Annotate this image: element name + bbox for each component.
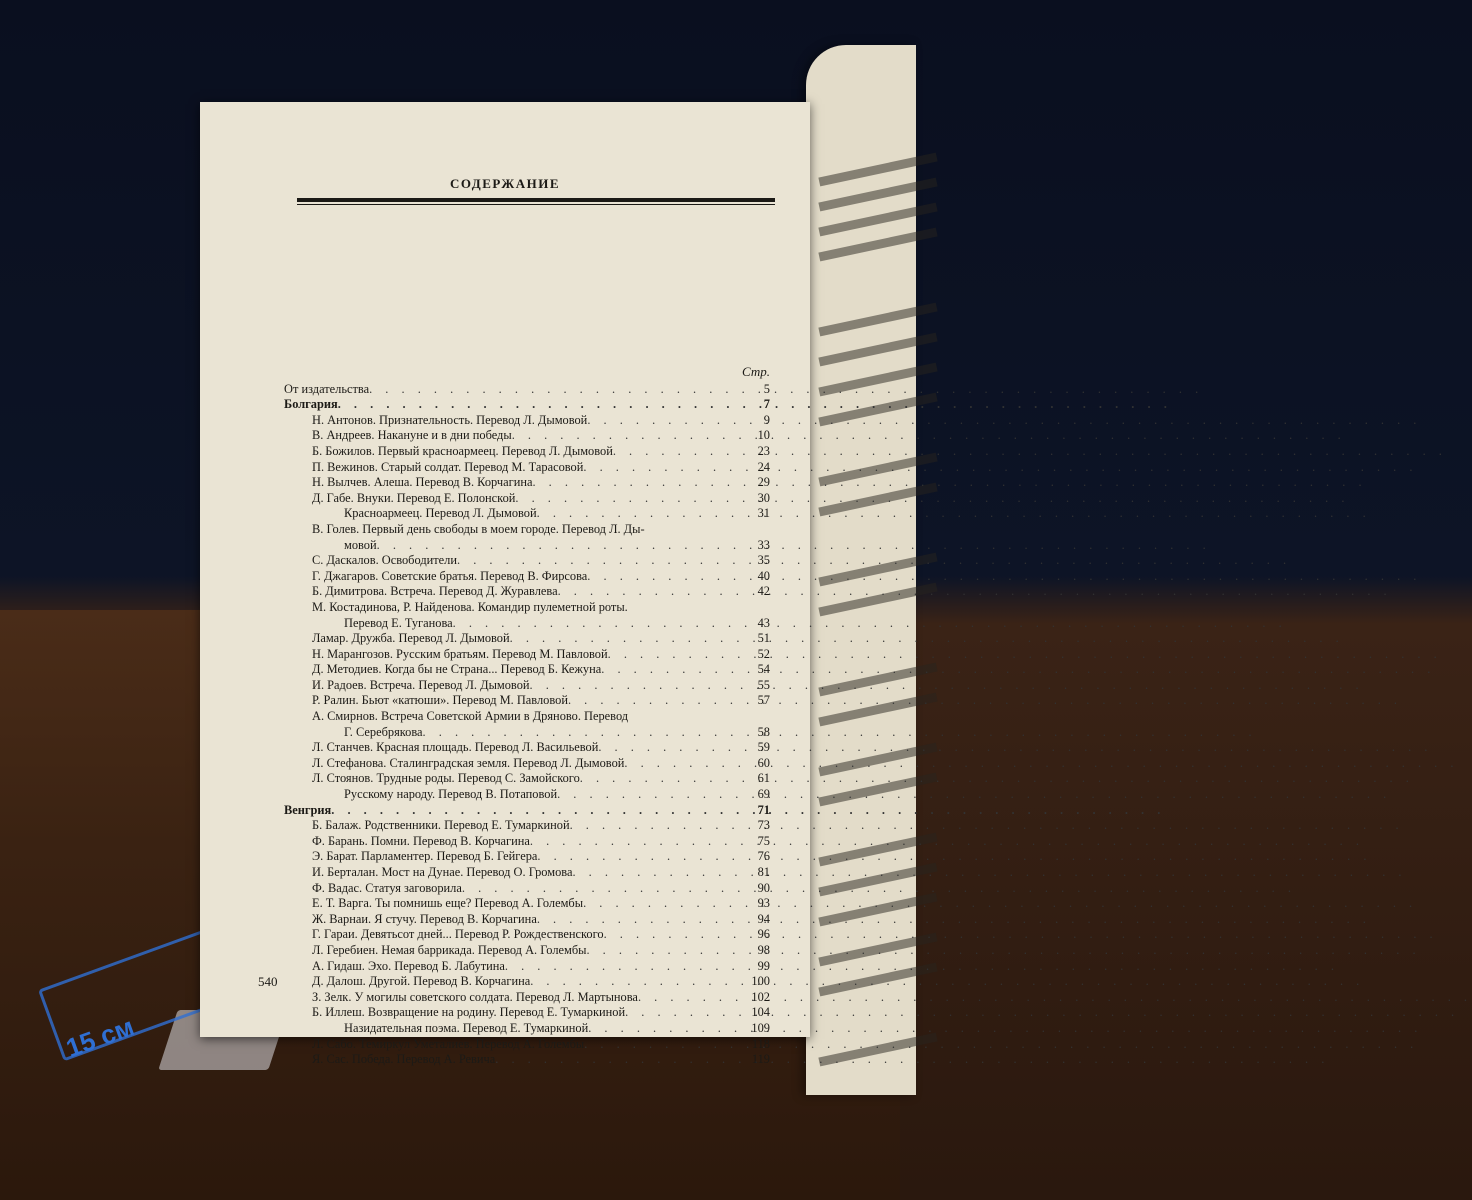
toc-page-number: 52 <box>757 646 770 661</box>
toc-entry <box>284 631 770 647</box>
toc-page-number: 60 <box>757 755 770 770</box>
toc-dot-leader <box>537 849 740 865</box>
toc-dot-leader <box>423 725 740 741</box>
toc-page-number: 96 <box>757 927 770 942</box>
toc-rows <box>284 382 770 1068</box>
toc-entry-title: Г. Джагаров. Советские братья. Перевод В. Фирсова <box>312 568 588 583</box>
toc-page-number: 40 <box>757 568 770 583</box>
toc-dot-leader <box>624 756 740 772</box>
toc-entry-title: Ф. Барань. Помни. Перевод В. Корчагина <box>312 833 530 848</box>
toc-dot-leader <box>558 584 740 600</box>
toc-page-number: 58 <box>757 724 770 739</box>
toc-entry <box>284 584 770 600</box>
toc-dot-leader <box>515 491 740 507</box>
toc-page-number: 109 <box>751 1020 770 1035</box>
toc-dot-leader <box>530 834 740 850</box>
toc-entry-title: Б. Божилов. Первый красноармеец. Перевод Л. Дымовой <box>312 443 613 458</box>
toc-entry-title: П. Вежинов. Старый солдат. Перевод М. Тарасовой <box>312 459 584 474</box>
toc-dot-leader <box>583 460 740 476</box>
toc-page-number: 75 <box>757 833 770 848</box>
toc-page-number: 99 <box>757 958 770 973</box>
toc-dot-leader <box>587 569 740 585</box>
toc-entry-title: С. Даскалов. Освободители <box>312 553 457 568</box>
toc-entry <box>284 818 770 834</box>
toc-page-number: 69 <box>757 787 770 802</box>
toc-entry <box>284 756 770 772</box>
toc-page-number: 9 <box>763 412 770 427</box>
toc-page-number: 81 <box>757 865 770 879</box>
header-rule-thin <box>297 204 775 205</box>
toc-entry-title: Я. Сас. Победа. Перевод А. Ревича <box>312 1052 496 1067</box>
toc-dot-leader <box>625 1005 740 1021</box>
toc-page-number: 100 <box>751 974 770 989</box>
toc-dot-leader <box>588 1021 740 1037</box>
toc-entry <box>284 740 770 756</box>
toc-entry-title: Н. Вылчев. Алеша. Перевод В. Корчагина <box>312 475 533 490</box>
toc-dot-leader <box>584 1037 740 1053</box>
toc-entry <box>284 912 770 928</box>
toc-entry <box>284 725 770 741</box>
toc-entry <box>284 974 770 990</box>
toc-entry-title: И. Радоев. Встреча. Перевод Л. Дымовой <box>312 677 530 692</box>
table-of-contents <box>284 364 770 1068</box>
toc-entry-title: Н. Антонов. Признательность. Перевод Л. Дымовой <box>312 412 588 427</box>
toc-entry <box>284 600 770 616</box>
toc-entry-title: Назидательная поэма. Перевод Е. Тумаркиной <box>344 1020 589 1035</box>
toc-page-number: 71 <box>757 802 770 817</box>
toc-page-number: 7 <box>763 397 770 412</box>
toc-entry <box>284 990 770 1006</box>
toc-entry <box>284 1052 770 1068</box>
toc-page-number: 76 <box>757 849 770 864</box>
page-number: 540 <box>258 974 278 989</box>
toc-entry <box>284 771 770 787</box>
toc-dot-leader <box>530 974 740 990</box>
toc-page-number: 59 <box>757 740 770 755</box>
toc-entry <box>284 678 770 694</box>
toc-page-number: 24 <box>757 459 770 474</box>
toc-entry-title: Э. Барат. Парламентер. Перевод Б. Гейгера <box>312 849 538 864</box>
toc-dot-leader <box>583 896 740 912</box>
toc-entry-title: В. Голев. Первый день свободы в моем городе. Перевод Л. Ды- <box>312 521 645 536</box>
toc-dot-leader <box>453 616 740 632</box>
toc-entry <box>284 834 770 850</box>
toc-dot-leader <box>608 647 740 663</box>
toc-entry-title: От издательства <box>284 381 370 396</box>
toc-dot-leader <box>512 428 740 444</box>
toc-page-number: 73 <box>757 818 770 833</box>
toc-dot-leader <box>462 881 740 897</box>
toc-entry-title: Л. Станчев. Красная площадь. Перевод Л. Васильевой <box>312 740 599 755</box>
toc-entry-title: Перевод Е. Туганова <box>344 615 453 630</box>
toc-entry-title: З. Зелк. У могилы советского солдата. Перевод Л. Мартынова <box>312 989 638 1004</box>
toc-dot-leader <box>613 444 740 460</box>
toc-entry <box>284 382 770 398</box>
toc-dot-leader <box>331 803 740 819</box>
page-title: СОДЕРЖАНИЕ <box>449 176 561 191</box>
toc-page-number: 29 <box>757 475 770 490</box>
toc-dot-leader <box>586 943 740 959</box>
toc-page-number: 94 <box>757 911 770 926</box>
toc-entry <box>284 522 770 538</box>
toc-dot-leader <box>532 475 740 491</box>
toc-entry-title: Л. Геребиен. Немая баррикада. Перевод А. Голембы <box>312 942 587 957</box>
toc-entry-title: Л. Стоянов. Трудные роды. Перевод С. Замойского <box>312 771 580 786</box>
toc-dot-leader <box>338 397 740 413</box>
toc-entry-title: Н. Марангозов. Русским братьям. Перевод М. Павловой <box>312 646 608 661</box>
toc-entry <box>284 475 770 491</box>
toc-entry-title: мовой <box>344 537 377 552</box>
toc-page-number: 118 <box>751 1036 770 1051</box>
toc-entry <box>284 569 770 585</box>
toc-dot-leader <box>638 990 740 1006</box>
toc-dot-leader <box>537 506 740 522</box>
toc-entry <box>284 865 770 881</box>
toc-entry-title: Д. Габе. Внуки. Перевод Е. Полонской <box>312 490 516 505</box>
toc-entry-title: А. Гидаш. Эхо. Перевод Б. Лабутина <box>312 958 505 973</box>
toc-page-number: 119 <box>751 1052 770 1067</box>
toc-dot-leader <box>530 678 740 694</box>
toc-entry <box>284 616 770 632</box>
toc-page-number: 43 <box>757 615 770 630</box>
toc-page-number: 61 <box>757 771 770 786</box>
toc-entry-title: Д. Далош. Другой. Перевод В. Корчагина <box>312 974 531 989</box>
toc-entry <box>284 413 770 429</box>
toc-entry-title: Л. Стефанова. Сталинградская земля. Перевод Л. Дымовой <box>312 755 625 770</box>
toc-entry-title: Е. Т. Варга. Ты помнишь еще? Перевод А. Голембы <box>312 896 584 911</box>
toc-entry-title: В. Андреев. Накануне и в дни победы <box>312 428 512 443</box>
toc-dot-leader <box>587 413 740 429</box>
toc-entry-title: Б. Балаж. Родственники. Перевод Е. Тумаркиной <box>312 818 570 833</box>
toc-dot-leader <box>601 662 740 678</box>
toc-page-number: 31 <box>757 506 770 521</box>
toc-entry <box>284 553 770 569</box>
toc-page-number: 42 <box>757 584 770 599</box>
toc-dot-leader <box>505 959 740 975</box>
toc-dot-leader <box>495 1052 740 1068</box>
toc-entry <box>284 1037 770 1053</box>
ruler-label: 15 см <box>62 1011 138 1064</box>
toc-dot-leader <box>510 631 740 647</box>
toc-entry-title: Красноармеец. Перевод Л. Дымовой <box>344 506 537 521</box>
toc-entry-title: Б. Иллеш. Возвращение на родину. Перевод Е. Тумаркиной <box>312 1005 626 1020</box>
toc-entry <box>284 506 770 522</box>
toc-dot-leader <box>457 553 740 569</box>
toc-entry <box>284 849 770 865</box>
toc-dot-leader <box>369 382 740 398</box>
toc-entry <box>284 896 770 912</box>
toc-entry-title: Русскому народу. Перевод В. Потаповой <box>344 787 558 802</box>
toc-entry-title: Г. Гараи. Девятьсот дней... Перевод Р. Рождественского <box>312 927 604 942</box>
toc-entry <box>284 444 770 460</box>
toc-entry <box>284 787 770 803</box>
toc-entry <box>284 959 770 975</box>
toc-page-number: 23 <box>757 443 770 458</box>
book-page <box>200 102 810 1067</box>
toc-entry <box>284 460 770 476</box>
toc-page-number: 33 <box>757 537 770 552</box>
toc-entry-title: Б. Димитрова. Встреча. Перевод Д. Журавлева <box>312 584 558 599</box>
toc-entry-title: Р. Ралин. Бьют «катюши». Перевод М. Павловой <box>312 693 568 708</box>
toc-dot-leader <box>557 787 740 803</box>
toc-dot-leader <box>537 912 740 928</box>
page-column-label: Стр. <box>742 364 770 379</box>
toc-dot-leader <box>604 927 740 943</box>
toc-entry-title: Л. Сабо. Темиркул Уметалиев. Перевод А. Голембы <box>312 1036 585 1051</box>
toc-page-number: 30 <box>757 490 770 505</box>
toc-entry <box>284 927 770 943</box>
toc-section <box>284 803 770 819</box>
toc-page-number: 5 <box>763 381 770 396</box>
toc-page-number: 90 <box>757 880 770 895</box>
toc-dot-leader <box>570 818 740 834</box>
toc-entry <box>284 428 770 444</box>
toc-entry <box>284 1005 770 1021</box>
toc-entry-title: Д. Методиев. Когда бы не Страна... Перевод Б. Кежуна <box>312 662 602 677</box>
toc-entry <box>284 647 770 663</box>
toc-entry-title: А. Смирнов. Встреча Советской Армии в Дряново. Перевод <box>312 709 629 724</box>
toc-entry-title: Ж. Варнаи. Я стучу. Перевод В. Корчагина <box>312 911 537 926</box>
toc-entry <box>284 693 770 709</box>
toc-page-number: 93 <box>757 896 770 911</box>
toc-entry-title: М. Костадинова, Р. Найденова. Командир пулеметной роты. <box>312 599 628 614</box>
toc-entry <box>284 491 770 507</box>
toc-page-number: 51 <box>757 631 770 646</box>
toc-dot-leader <box>568 693 740 709</box>
toc-page-number: 35 <box>757 553 770 568</box>
toc-entry-title: И. Берталан. Мост на Дунае. Перевод О. Громова <box>312 865 573 879</box>
toc-entry <box>284 1021 770 1037</box>
toc-page-number: 55 <box>757 677 770 692</box>
toc-dot-leader <box>598 740 740 756</box>
toc-entry-title: Болгария <box>284 397 338 412</box>
toc-page-number: 102 <box>751 989 770 1004</box>
toc-entry <box>284 881 770 897</box>
toc-dot-leader <box>580 771 740 787</box>
toc-dot-leader <box>377 538 740 554</box>
toc-entry-title: Венгрия <box>284 802 332 817</box>
toc-section <box>284 397 770 413</box>
toc-page-number: 104 <box>751 1005 770 1020</box>
toc-page-number: 57 <box>757 693 770 708</box>
header-rule <box>297 198 775 202</box>
toc-page-number: 54 <box>757 662 770 677</box>
toc-entry-title: Ламар. Дружба. Перевод Л. Дымовой <box>312 631 510 646</box>
toc-dot-leader <box>572 865 740 881</box>
toc-entry-title: Г. Серебрякова <box>344 724 423 739</box>
toc-entry <box>284 662 770 678</box>
toc-entry <box>284 943 770 959</box>
toc-page-number: 98 <box>757 942 770 957</box>
toc-entry <box>284 538 770 554</box>
toc-entry-title: Ф. Вадас. Статуя заговорила <box>312 880 462 895</box>
toc-entry <box>284 709 770 725</box>
toc-page-number: 10 <box>757 428 770 443</box>
